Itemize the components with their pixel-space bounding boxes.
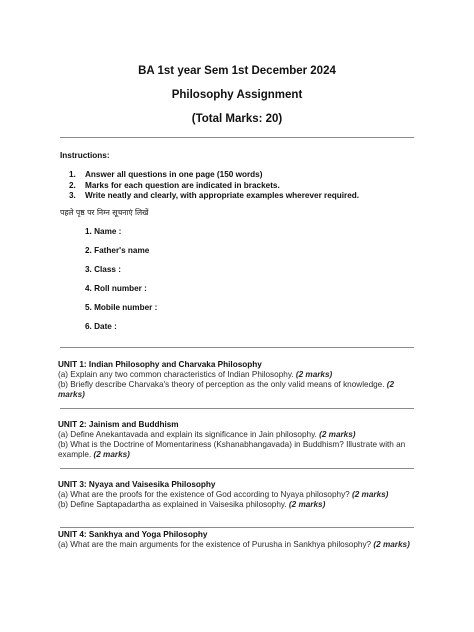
question-marks: (2 marks) (373, 540, 410, 549)
unit-section (58, 360, 418, 400)
question-text: (b) What is the Doctrine of Momentariness (Kshanabhangavada) in Buddhism? Illustrate with an example. (58, 440, 406, 459)
question-text: (a) Define Anekantavada and explain its significance in Jain philosophy. (58, 430, 320, 439)
hindi-note: पहले पृष्ठ पर निम्न सूचनाएं लिखें (60, 208, 149, 217)
question (58, 440, 418, 460)
divider (60, 137, 414, 138)
question-marks: (2 marks) (352, 490, 389, 499)
unit-title: UNIT 3: Nyaya and Vaisesika Philosophy (58, 480, 216, 489)
unit-title: UNIT 1: Indian Philosophy and Charvaka Philosophy (58, 360, 262, 369)
divider (60, 468, 414, 469)
question-marks: (2 marks) (295, 370, 333, 379)
field-date: 6. Date : (85, 322, 117, 331)
instruction-text: Answer all questions in one page (150 words) (85, 170, 263, 179)
unit-title: UNIT 2: Jainism and Buddhism (58, 420, 179, 429)
question-marks: (2 marks) (93, 450, 130, 459)
instruction-number: 2. (69, 180, 76, 190)
question-text: (a) What are the main arguments for the existence of Purusha in Sankhya philosophy? (58, 540, 374, 549)
question-text: (b) Define Saptapadartha as explained in Vaisesika philosophy. (58, 500, 289, 509)
instruction-text: Marks for each question are indicated in brackets. (85, 180, 280, 190)
divider (60, 527, 414, 528)
question-marks: (2 marks) (288, 500, 326, 509)
unit-section (58, 480, 418, 510)
instruction-item (69, 170, 359, 181)
question (58, 370, 418, 380)
field-roll-number: 4. Roll number : (85, 284, 147, 293)
question (58, 540, 418, 550)
question (58, 380, 418, 400)
field-mobile-number: 5. Mobile number : (85, 303, 158, 312)
unit-section (58, 530, 418, 550)
instruction-number: 3. (69, 191, 76, 200)
question (58, 430, 418, 440)
student-info-fields (85, 227, 157, 341)
unit-title: UNIT 4: Sankhya and Yoga Philosophy (58, 530, 208, 539)
assignment-title: Philosophy Assignment (171, 89, 303, 101)
instructions-heading: Instructions: (60, 151, 110, 160)
divider (60, 408, 414, 409)
question-text: (b) Briefly describe Charvaka's theory of perception as the only valid means of knowledge. (58, 380, 387, 389)
field-class: 3. Class : (85, 265, 121, 274)
field-fathers-name: 2. Father's name (85, 246, 150, 255)
total-marks: (Total Marks: 20) (191, 113, 283, 125)
unit-section (58, 420, 418, 460)
question (58, 490, 418, 500)
instructions-list (69, 170, 359, 202)
instruction-text: Write neatly and clearly, with appropriate examples wherever required. (85, 191, 360, 200)
instruction-item (69, 191, 359, 202)
field-name: 1. Name : (85, 227, 122, 236)
question (58, 500, 418, 510)
course-title: BA 1st year Sem 1st December 2024 (138, 65, 336, 77)
divider (60, 347, 414, 348)
question-text: (a) Explain any two common characteristics of Indian Philosophy. (58, 370, 296, 379)
instruction-item (69, 181, 359, 192)
instruction-number: 1. (69, 170, 76, 179)
question-marks: (2 marks) (319, 430, 356, 439)
question-marks: (2 marks) (58, 380, 395, 399)
question-text: (a) What are the proofs for the existence of God according to Nyaya philosophy? (58, 490, 352, 499)
